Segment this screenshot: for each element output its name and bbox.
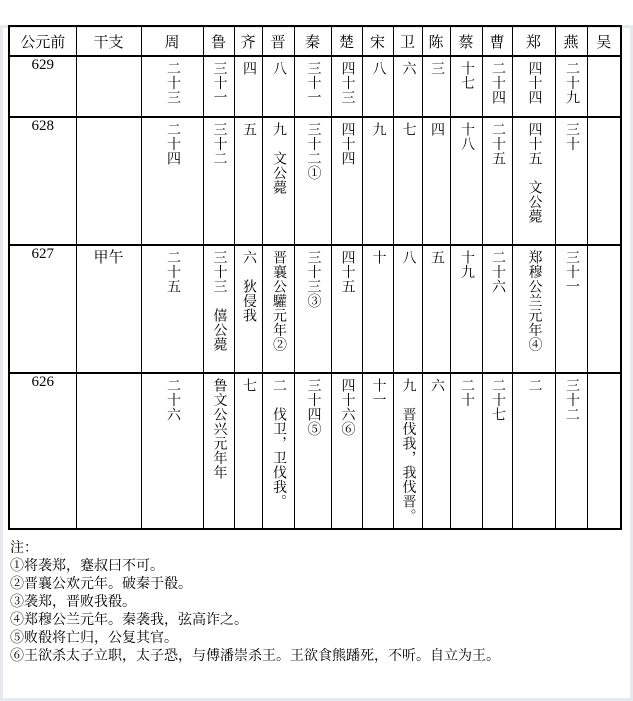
state-cell (331, 56, 362, 117)
state-cell (422, 56, 450, 117)
ganzhi-cell (76, 373, 141, 529)
table-row (9, 117, 621, 245)
column-header-song: 宋 (362, 26, 393, 56)
column-header-jin: 晋 (262, 26, 294, 56)
state-cell (587, 373, 621, 529)
cell-text: 鲁文公兴元年年 (211, 378, 227, 480)
column-header-cao: 曹 (482, 26, 512, 56)
note-line: ⑥王欲杀太子立职，太子恐，与傅潘崇杀王。王欲食熊蹯死，不听。自立为王。 (10, 649, 500, 664)
cell-text: 三十一 (211, 61, 227, 105)
cell-text: 五 (241, 122, 257, 137)
cell-text: 晋襄公驩元年② (271, 250, 287, 352)
column-header-wei: 卫 (393, 26, 422, 56)
state-cell (512, 373, 555, 529)
state-cell (482, 245, 512, 373)
state-cell (262, 373, 294, 529)
state-cell (482, 117, 512, 245)
ganzhi-cell (76, 117, 141, 245)
state-cell (294, 56, 331, 117)
state-cell (555, 245, 587, 373)
state-cell (362, 117, 393, 245)
cell-text: 二 伐卫，卫伐我。 (271, 378, 287, 509)
state-cell (141, 117, 203, 245)
year-cell: 629 (9, 56, 76, 117)
header-row (9, 26, 621, 56)
state-cell (422, 373, 450, 529)
cell-text: 三十一 (305, 61, 321, 105)
year-cell: 626 (9, 373, 76, 529)
state-cell (393, 117, 422, 245)
cell-text: 二十五 (165, 250, 181, 294)
cell-text: 四十五 文公薨 (526, 122, 542, 224)
state-cell (141, 56, 203, 117)
cell-text: 六 (400, 61, 416, 76)
state-cell (294, 373, 331, 529)
cell-text: 六 (429, 378, 445, 393)
year-cell: 627 (9, 245, 76, 373)
state-cell (587, 56, 621, 117)
state-cell (512, 117, 555, 245)
state-cell (234, 245, 262, 373)
cell-text: 三十二 (211, 122, 227, 166)
state-cell (262, 245, 294, 373)
cell-text: 三十 (564, 122, 580, 151)
cell-text: 四 (429, 122, 445, 137)
cell-text: 三十三③ (305, 250, 321, 308)
column-header-year: 公元前 (9, 26, 76, 56)
cell-text: 三十二 (564, 378, 580, 422)
cell-text: 二十三 (165, 61, 181, 105)
cell-text: 四十六⑥ (339, 378, 355, 436)
state-cell (203, 373, 234, 529)
cell-text: 三十一 (564, 250, 580, 294)
state-cell (555, 56, 587, 117)
cell-text: 四十三 (339, 61, 355, 105)
column-header-qi: 齐 (234, 26, 262, 56)
column-header-qin: 秦 (294, 26, 331, 56)
column-header-zheng: 郑 (512, 26, 555, 56)
cell-text: 三十四⑤ (305, 378, 321, 436)
state-cell (203, 117, 234, 245)
state-cell (141, 373, 203, 529)
state-cell (331, 373, 362, 529)
cell-text: 二 (526, 378, 542, 393)
cell-text: 二十七 (490, 378, 506, 422)
state-cell (450, 373, 482, 529)
year-cell: 628 (9, 117, 76, 245)
cell-text: 二十六 (490, 250, 506, 294)
state-cell (331, 245, 362, 373)
cell-text: 九 (370, 122, 386, 137)
table-row (9, 373, 621, 529)
cell-text: 七 (241, 378, 257, 393)
cell-text: 八 (400, 250, 416, 265)
state-cell (482, 56, 512, 117)
note-line: ③袭郑，晋败我殽。 (10, 595, 136, 610)
chronology-table (8, 25, 622, 530)
ganzhi-cell (76, 56, 141, 117)
cell-text: 十 (370, 250, 386, 265)
state-cell (587, 245, 621, 373)
cell-text: 十九 (459, 250, 475, 279)
state-cell (422, 245, 450, 373)
state-cell (234, 56, 262, 117)
state-cell (234, 373, 262, 529)
column-header-chen: 陈 (422, 26, 450, 56)
column-header-zhou: 周 (141, 26, 203, 56)
state-cell (331, 117, 362, 245)
state-cell (555, 373, 587, 529)
cell-text: 四 (241, 61, 257, 76)
state-cell (587, 117, 621, 245)
cell-text: 二十五 (490, 122, 506, 166)
note-line: ⑤败殽将亡归，公复其官。 (10, 631, 178, 646)
cell-text: 八 (271, 61, 287, 76)
notes (10, 540, 633, 666)
state-cell (512, 245, 555, 373)
state-cell (294, 117, 331, 245)
state-cell (262, 56, 294, 117)
state-cell (450, 245, 482, 373)
state-cell (294, 245, 331, 373)
column-header-ganzhi: 干支 (76, 26, 141, 56)
column-header-lu: 鲁 (203, 26, 234, 56)
cell-text: 四十四 (526, 61, 542, 105)
ganzhi-cell: 甲午 (76, 245, 141, 373)
note-line: ④郑穆公兰元年。秦袭我，弦高诈之。 (10, 613, 248, 628)
state-cell (393, 56, 422, 117)
state-cell (362, 56, 393, 117)
table-row (9, 56, 621, 117)
cell-text: 二十四 (165, 122, 181, 166)
column-header-yan: 燕 (555, 26, 587, 56)
state-cell (512, 56, 555, 117)
cell-text: 七 (400, 122, 416, 137)
cell-text: 二十四 (490, 61, 506, 105)
cell-text: 二十九 (564, 61, 580, 105)
state-cell (393, 373, 422, 529)
state-cell (393, 245, 422, 373)
column-header-cai: 蔡 (450, 26, 482, 56)
state-cell (422, 117, 450, 245)
state-cell (482, 373, 512, 529)
state-cell (450, 117, 482, 245)
cell-text: 八 (370, 61, 386, 76)
cell-text: 十八 (459, 122, 475, 151)
note-line: ②晋襄公欢元年。破秦于殽。 (10, 577, 192, 592)
column-header-wu: 吴 (587, 26, 621, 56)
note-line: ①将袭郑，蹇叔曰不可。 (10, 559, 164, 574)
state-cell (203, 245, 234, 373)
cell-text: 十七 (459, 61, 475, 90)
notes-title: 注： (10, 541, 38, 556)
cell-text: 六 狄侵我 (241, 250, 257, 323)
cell-text: 三 (429, 61, 445, 76)
cell-text: 三十二① (305, 122, 321, 180)
table-row (9, 245, 621, 373)
cell-text: 四十五 (339, 250, 355, 294)
cell-text: 九 晋伐我，我伐晋。 (400, 378, 416, 523)
cell-text: 五 (429, 250, 445, 265)
state-cell (234, 117, 262, 245)
column-header-chu: 楚 (331, 26, 362, 56)
cell-text: 四十四 (339, 122, 355, 166)
state-cell (141, 245, 203, 373)
state-cell (362, 245, 393, 373)
cell-text: 郑穆公兰元年④ (526, 250, 542, 352)
state-cell (262, 117, 294, 245)
cell-text: 九 文公薨 (271, 122, 287, 195)
cell-text: 三十三 僖公薨 (211, 250, 227, 352)
state-cell (203, 56, 234, 117)
cell-text: 二十六 (165, 378, 181, 422)
state-cell (450, 56, 482, 117)
cell-text: 二十 (459, 378, 475, 407)
state-cell (362, 373, 393, 529)
state-cell (555, 117, 587, 245)
cell-text: 十一 (370, 378, 386, 407)
